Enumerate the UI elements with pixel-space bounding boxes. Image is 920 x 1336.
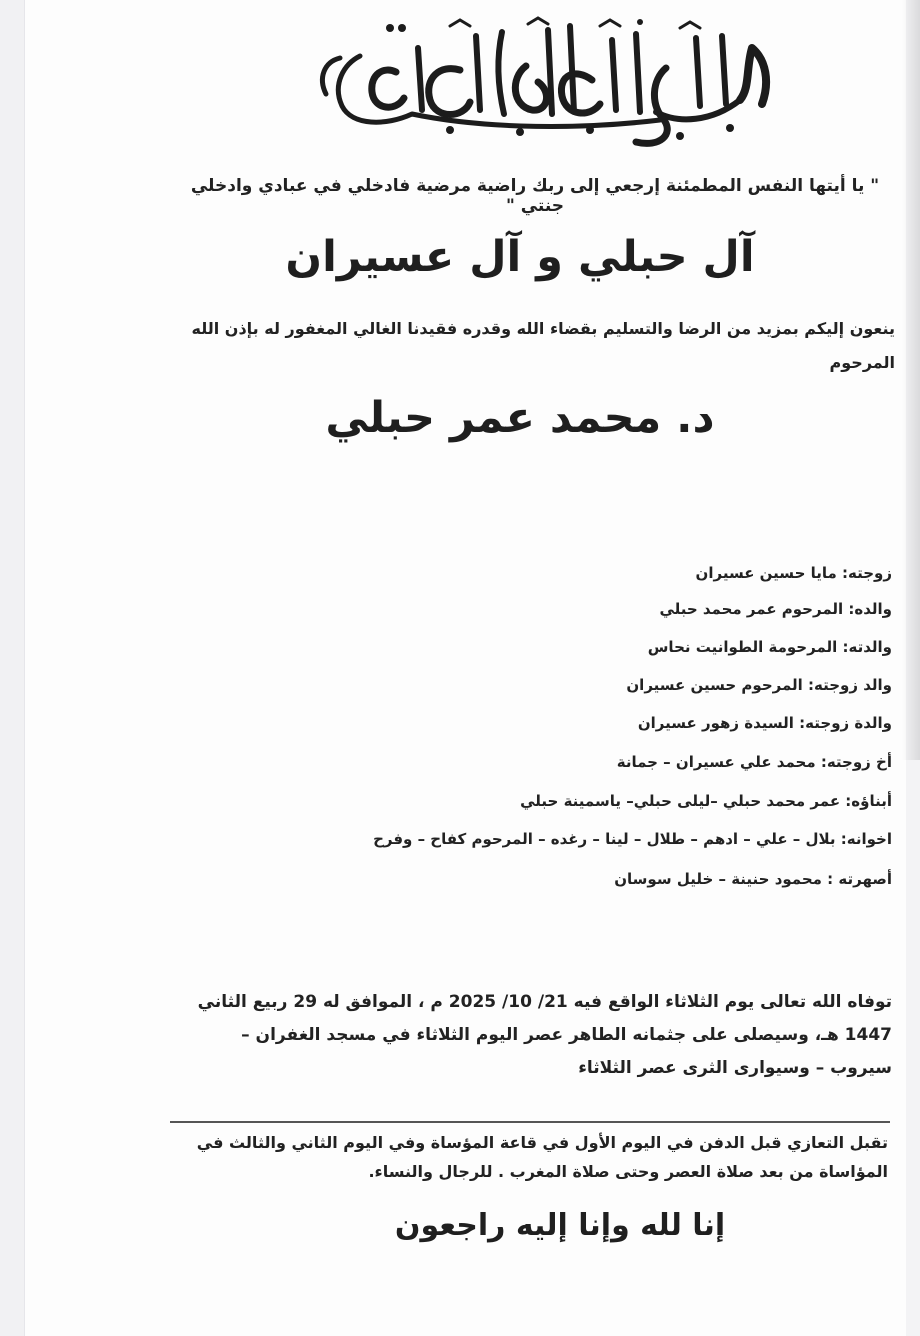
death-notice: توفاه الله تعالى يوم الثلاثاء الواقع فيه 21/ 10/ 2025 م ، الموافق له 29 ربيع الثاني 1447 هـ، وسيصلى على جثمانه الطاهر عصر اليوم الثلاثاء في مسجد الغفران – سيروب – وسيوارى الثرى عصر الثلاثاء [197,992,892,1078]
closing-verse: إنا لله وإنا إليه راجعون [394,1208,726,1243]
relative-line-mother: والدته: المرحومة الطوانيت نحاس [647,638,892,656]
relative-line-father-in-law: والد زوجته: المرحوم حسين عسيران [626,676,892,694]
relative-line-brother-in-law: أخ زوجته: محمد علي عسيران – جمانة [616,753,892,771]
relative-line-in-laws: أصهرته : محمود حنينة – خليل سوسان [614,870,892,888]
page-edge-shadow [902,0,920,760]
calligraphy-header [300,8,780,156]
quran-verse: " يا أيتها النفس المطمئنة إرجعي إلى ربك راضية مرضية فادخلي في عبادي وادخلي جنتي " [190,176,880,216]
relative-line-wife: زوجته: مايا حسين عسيران [695,564,892,582]
family-names: آل حبلي و آل عسيران [285,232,755,282]
relative-line-children: أبناؤه: عمر محمد حبلي –ليلى حبلي– ياسمينة حبلي [520,792,892,810]
deceased-name: د. محمد عمر حبلي [325,393,715,443]
announcement-text: ينعون إليكم بمزيد من الرضا والتسليم بقضاء الله وقدره فقيدنا الغالي المغفور له بإذن الله المرحوم [191,319,895,372]
condolences-notice: تقبل التعازي قبل الدفن في اليوم الأول في قاعة المؤساة وفي اليوم الثاني والثالث في المؤاساة من بعد صلاة العصر وحتى صلاة المغرب . للرجال والنساء. [196,1133,888,1181]
divider-line [170,1121,890,1123]
relative-line-siblings: اخوانه: بلال – علي – ادهم – طلال – لينا – رغده – المرحوم كفاح – وفرح [373,830,892,848]
relative-line-father: والده: المرحوم عمر محمد حبلي [659,600,892,618]
relative-line-mother-in-law: والدة زوجته: السيدة زهور عسيران [637,714,892,732]
